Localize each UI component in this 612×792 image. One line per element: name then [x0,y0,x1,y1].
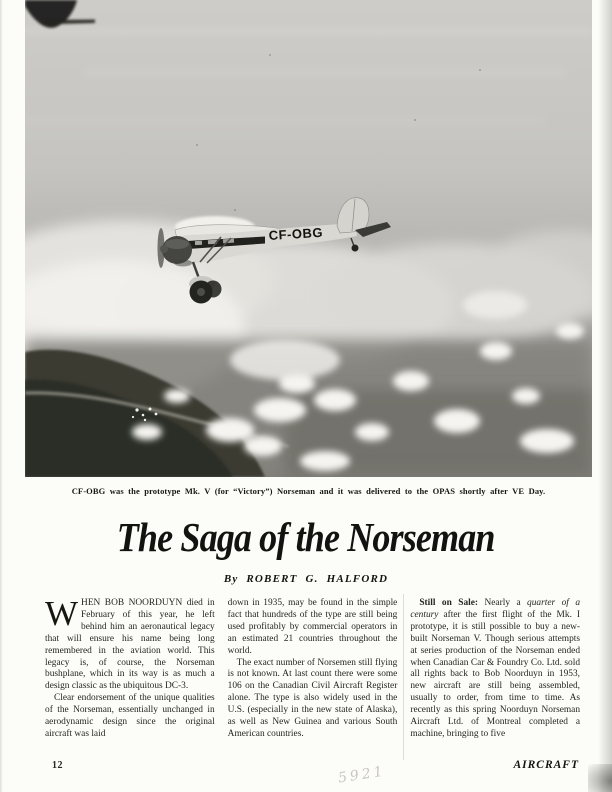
paragraph: Clear endorsement of the unique qualities of the Norseman, essentially unchanged in aerodynamic design since the original aircraft was laid [45,693,215,739]
paragraph: The exact number of Norsemen still flying is not known. At last count there were some 106 on the Canadian Civil Aircraft Register alone. The type is also widely used in the U.S. (especially in the new state of Alaska), as well as New Guinea and various South American countries. [227,657,398,739]
paragraph [410,598,580,741]
scan-corner-shadow [588,764,612,792]
article-byline: By ROBERT G. HALFORD [223,573,389,585]
article-title [0,513,612,561]
paragraph [45,594,215,693]
scan-edge-left-shadow [0,0,3,792]
exhaust-smudge [174,260,192,267]
scan-edge-shadow [598,0,612,792]
column-3 [410,598,580,741]
italic-phrase: quarter of a century [410,598,581,620]
body-columns [45,594,581,741]
paragraph-text: after the first flight of the Mk. I prototype, it is still possible to buy a new-built Norseman V. Though serious attempts at series production of the Norseman ended when Canadian Car & Foundry Co. Ltd. sold all rights back to Bob Noorduyn in 1953, new aircraft are still being assembled, usually to order, from time to time. As recently as this spring Noorduyn Norseman Aircraft Ltd. of Montreal completed a machine, bringing to five [410,609,581,739]
tailwheel [352,245,359,252]
lead-caps: HEN BOB NOORDUYN [81,598,183,608]
photo-caption: CF-OBG was the prototype Mk. V (for “Victory”) Norseman and it was delivered to the OPAS shortly after VE Day. [71,486,546,496]
column-2 [228,598,398,741]
paragraph-text: died in February of this year, he left behind him an aeronautical legacy that will ensure his name being long remembered in the aviation world. This legacy is, of course, the Norseman bushplane, which in its way is as much a design classic as the ubiquitous DC-3. [45,598,215,692]
column-1 [45,594,215,741]
article-title-text: The Saga of the Norseman [117,514,495,560]
aerial-photo-art [25,0,592,477]
paragraph-lead: Still on Sale: [419,598,479,608]
drop-cap: W [45,594,79,633]
magazine-name: AIRCRAFT [513,759,579,771]
page-number: 12 [52,760,63,771]
paragraph: down in 1935, may be found in the simple fact that hundreds of the type are still being used profitably by commercial operators in an estimated 21 countries throughout the world. [227,598,398,656]
aerial-photo [25,0,592,477]
handwritten-mark: 5921 [337,763,387,787]
paragraph-text: Nearly a [478,598,528,608]
aircraft-registration: CF-OBG [268,224,324,243]
